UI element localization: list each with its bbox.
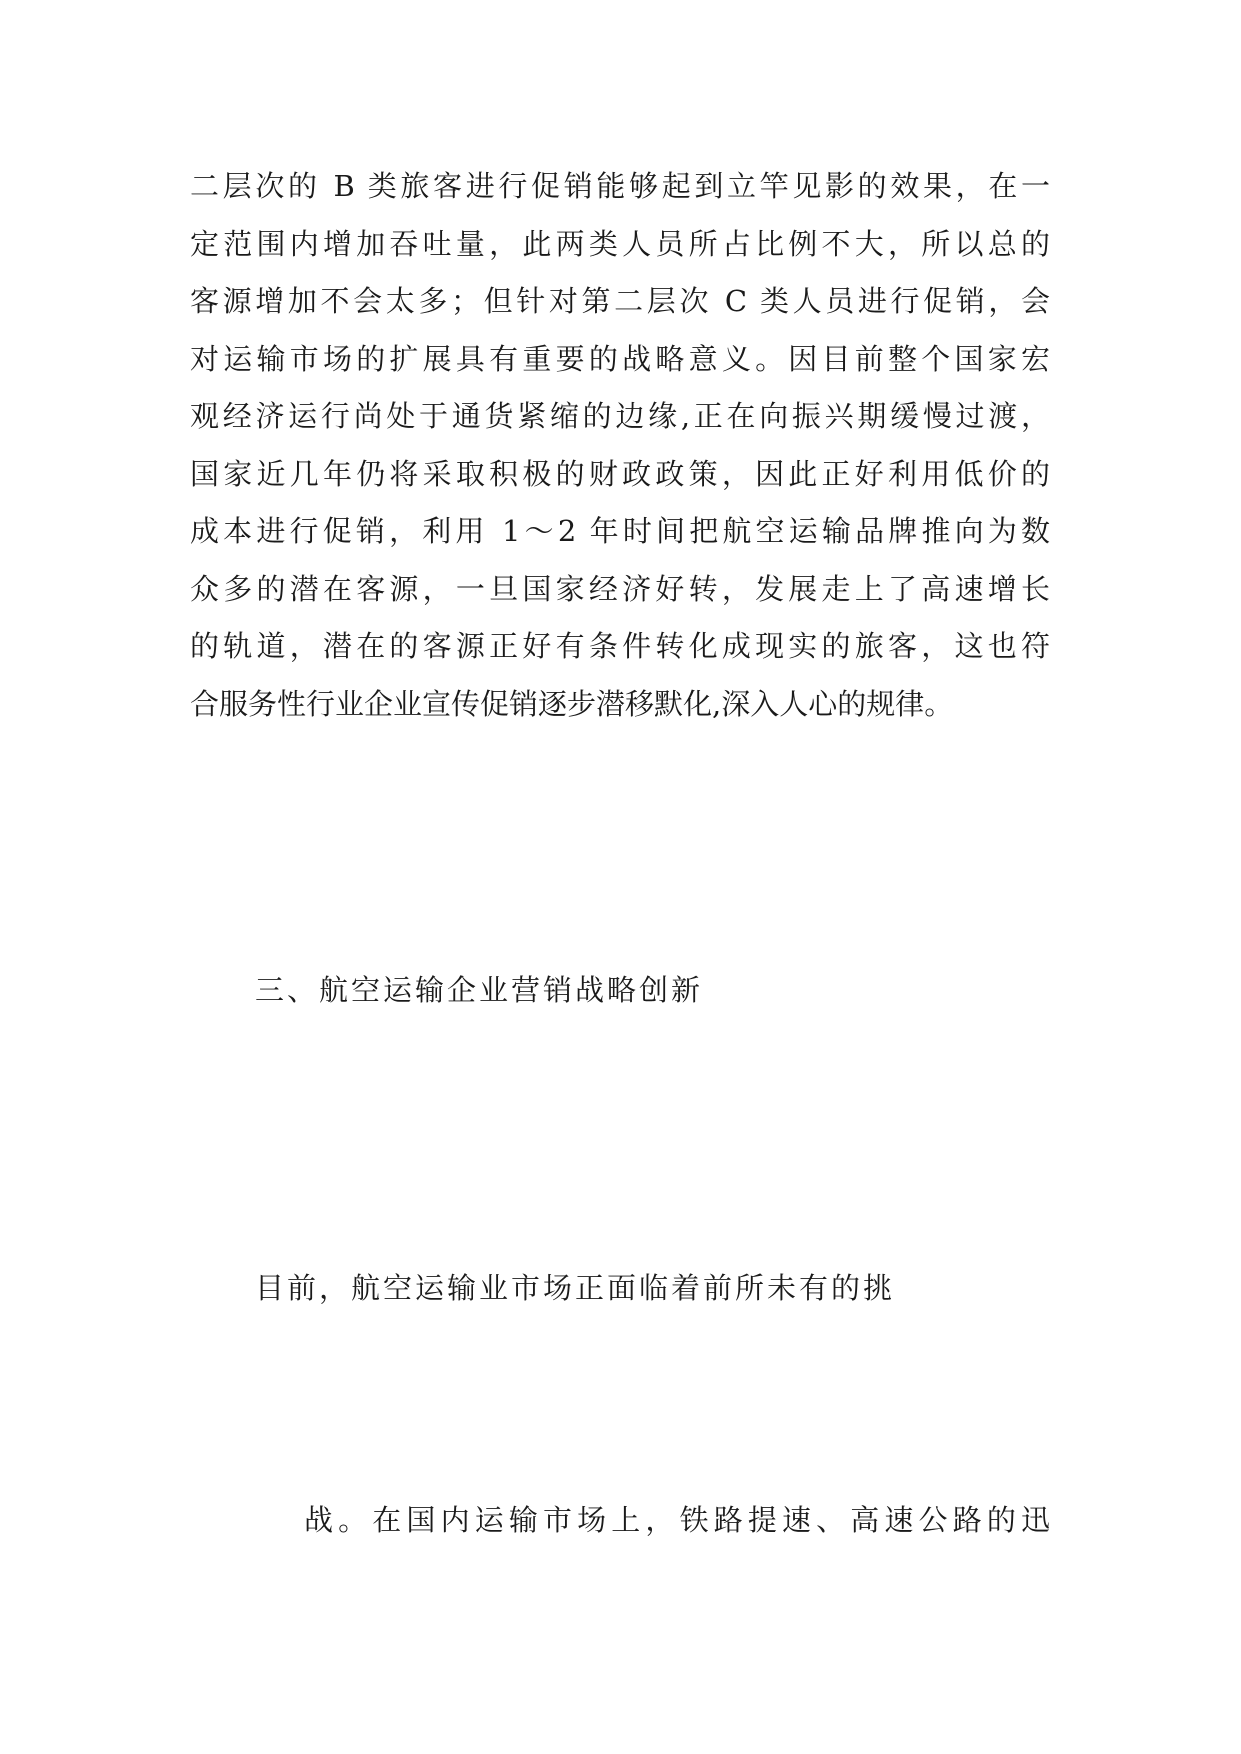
paragraph-line: 合服务性行业企业宣传促销逐步潜移默化,深入人心的规律。	[190, 686, 954, 721]
paragraph-2: 目前，航空运输业市场正面临着前所未有的挑	[255, 1271, 896, 1305]
paragraph-line: 对运输市场的扩展具有重要的战略意义。因目前整个国家宏	[190, 341, 1050, 376]
paragraph-line: 的轨道，潜在的客源正好有条件转化成现实的旅客，这也符	[190, 629, 1050, 663]
paragraph-line: 国家近几年仍将采取积极的财政政策，因此正好利用低价的	[190, 456, 1050, 491]
paragraph-line: 二层次的 B 类旅客进行促销能够起到立竿见影的效果，在一	[190, 169, 1050, 203]
body-paragraph	[190, 158, 1050, 733]
paragraph-3: 战。在国内运输市场上，铁路提速、高速公路的迅	[304, 1503, 1050, 1537]
paragraph-line: 定范围内增加吞吐量，此两类人员所占比例不大，所以总的	[190, 226, 1050, 261]
paragraph-line: 观经济运行尚处于通货紧缩的边缘,正在向振兴期缓慢过渡，	[190, 399, 1050, 433]
paragraph-line: 众多的潜在客源，一旦国家经济好转，发展走上了高速增长	[190, 571, 1050, 606]
paragraph-line: 成本进行促销，利用 1～2 年时间把航空运输品牌推向为数	[190, 514, 1050, 548]
section-heading: 三、航空运输企业营销战略创新	[255, 973, 704, 1007]
paragraph-line: 客源增加不会太多；但针对第二层次 C 类人员进行促销，会	[190, 284, 1050, 318]
